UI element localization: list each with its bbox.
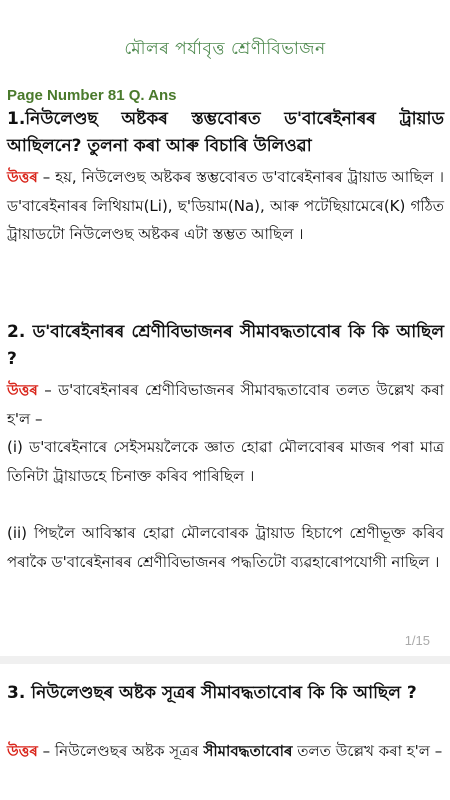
question-3: 3. নিউলেণ্ডছৰ অষ্টক সূত্ৰৰ সীমাবদ্ধতাবোৰ কি কি আছিল ? bbox=[7, 683, 417, 703]
answer-3-text-end: তলত উল্লেখ কৰা হ'ল – bbox=[292, 742, 443, 760]
answer-2 bbox=[7, 376, 444, 433]
answer-label: উত্তৰ bbox=[7, 381, 38, 399]
question-1: 1.নিউলেণ্ডছ অষ্টকৰ স্তম্ভবোৰত ড'বাৰেইনাৰৰ ট্ৰায়াড আছিলনে? তুলনা কৰা আৰু বিচাৰি উলিওৱা bbox=[7, 109, 444, 156]
question-2: 2. ড'বাৰেইনাৰৰ শ্ৰেণীবিভাজনৰ সীমাবদ্ধতাবোৰ কি কি আছিল ? bbox=[7, 322, 444, 369]
answer-2-point-2: (ii) পিছলৈ আবিস্কাৰ হোৱা মৌলবোৰক ট্ৰায়াড হিচাপে শ্ৰেণীভূক্ত কৰিব পৰাকৈ ড'বাৰেইনাৰৰ শ্ৰেণীবিভাজনৰ পদ্ধতিটো ব্যৱহাৰোপযোগী নাছিল । bbox=[7, 524, 444, 571]
document-page-2 bbox=[0, 664, 450, 800]
page-reference-label: Page Number 81 Q. Ans bbox=[7, 87, 177, 104]
answer-label: উত্তৰ bbox=[7, 168, 38, 186]
answer-3-bold-text: সীমাবদ্ধতাবোৰ bbox=[203, 742, 293, 760]
answer-2-text: – ড'বাৰেইনাৰৰ শ্ৰেণীবিভাজনৰ সীমাবদ্ধতাবোৰ তলত উল্লেখ কৰা হ'ল – bbox=[7, 381, 444, 428]
chapter-title: মৌলৰ পৰ্যাবৃত্ত শ্ৰেণীবিভাজন bbox=[124, 39, 326, 59]
answer-label: উত্তৰ bbox=[7, 742, 38, 760]
answer-2-point-1: (i) ড'বাৰেইনাৰে সেইসময়লৈকে জ্ঞাত হোৱা মৌলবোৰৰ মাজৰ পৰা মাত্ৰ তিনিটা ট্ৰায়াডহে চিনাক্ত কৰিব পাৰিছিল । bbox=[7, 438, 444, 485]
answer-3 bbox=[7, 737, 444, 766]
answer-1 bbox=[7, 163, 444, 249]
answer-1-text: – হয়, নিউলেণ্ডছ অষ্টকৰ স্তম্ভবোৰত ড'বাৰেইনাৰৰ ট্ৰায়াড আছিল । ড'বাৰেইনাৰৰ লিথিয়াম(Li), ছ'ডিয়াম(Na), আৰু পটেছিয়ামেৰে(K) গঠিত ট্ৰায়াডটো নিউলেণ্ডছ অষ্টকৰ এটা স্তম্ভত আছিল । bbox=[7, 168, 444, 243]
page-number: 1/15 bbox=[404, 633, 430, 648]
answer-3-text: – নিউলেণ্ডছৰ অষ্টক সূত্ৰৰ bbox=[37, 742, 204, 760]
